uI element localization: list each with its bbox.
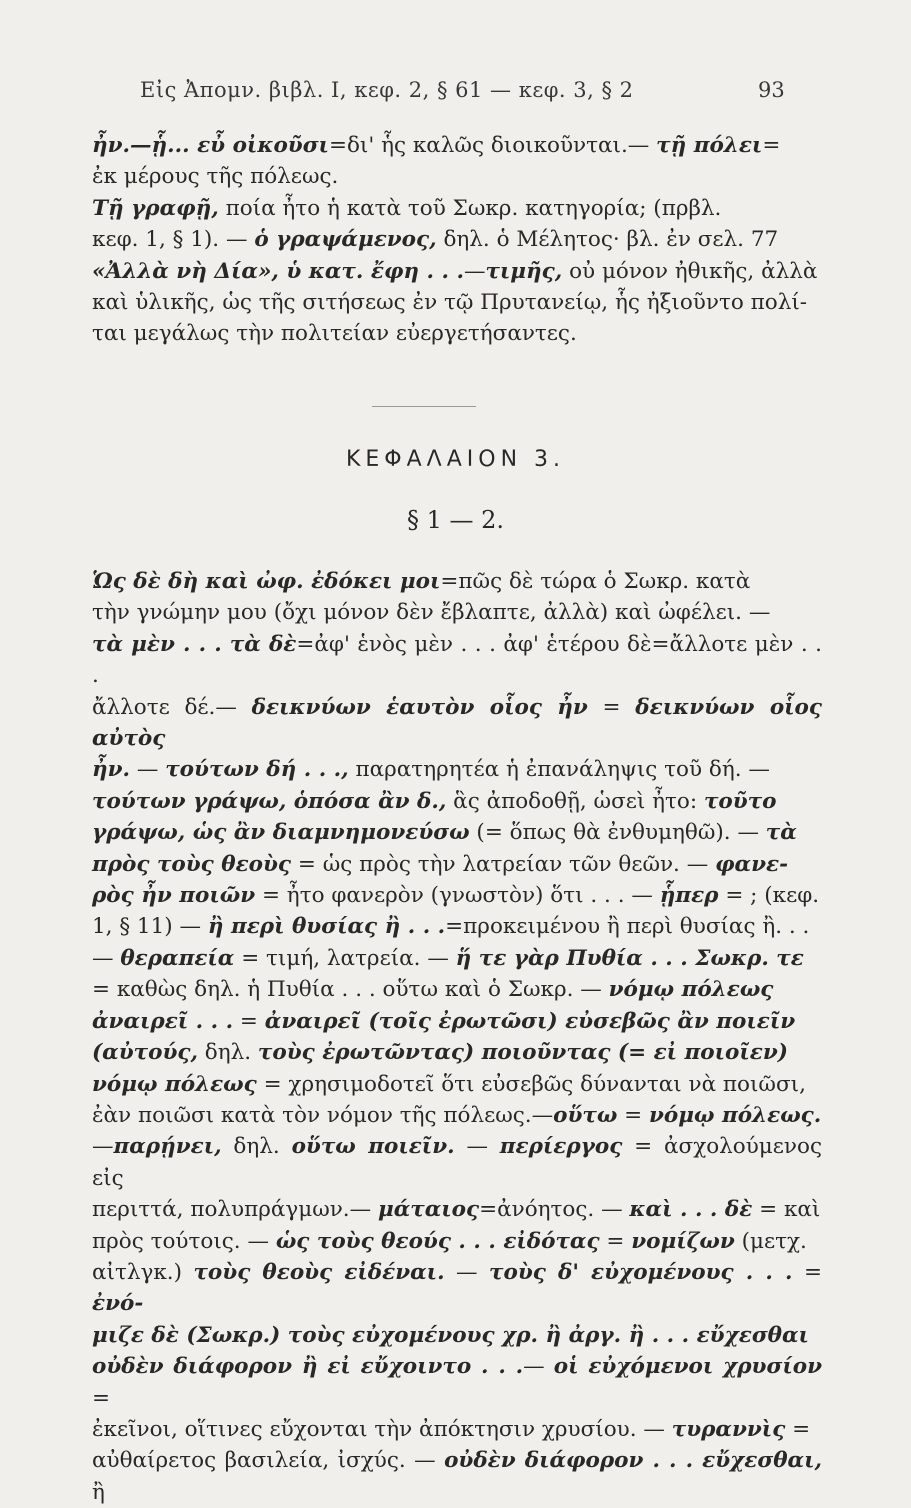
text-line bbox=[92, 1351, 822, 1414]
commentary-main-block bbox=[92, 566, 822, 1508]
text-line bbox=[92, 974, 822, 1005]
gloss-text: =ἀφ' ἑνὸς μὲν . . . ἀφ' ἑτέρου δὲ=ἄλλοτε μὲν . . . bbox=[92, 631, 822, 689]
gloss-text: =ἀνόητος. — bbox=[479, 1197, 630, 1223]
gloss-text: = καθὼς δηλ. ἡ Πυθία . . . οὕτω καὶ ὁ Σωκρ. — bbox=[92, 977, 609, 1003]
lemma-text: νομίζων bbox=[631, 1228, 735, 1254]
gloss-text: — bbox=[463, 258, 486, 284]
commentary-top-block bbox=[92, 130, 822, 350]
text-line bbox=[92, 161, 822, 192]
lemma-text: Ὡς δὲ δὴ καὶ ὠφ. ἐδόκει μοι bbox=[92, 569, 441, 594]
text-line bbox=[92, 256, 822, 287]
section-divider bbox=[372, 406, 476, 407]
gloss-text: ἐὰν ποιῶσι κατὰ τὸν νόμον τῆς πόλεως.— bbox=[92, 1102, 554, 1128]
gloss-text: παρατηρητέα ἡ ἐπανάληψις τοῦ δή. — bbox=[348, 757, 770, 783]
lemma-text: ἢ περὶ θυσίας ἢ . . . bbox=[207, 914, 446, 940]
gloss-text: πρὸς τούτοις. — bbox=[92, 1228, 276, 1254]
gloss-text: = ἦτο φανερὸν (γνωστὸν) ὅτι . . . — bbox=[255, 883, 660, 909]
gloss-text: = bbox=[792, 1259, 822, 1285]
text-line bbox=[92, 692, 822, 755]
text-line bbox=[92, 1100, 822, 1131]
gloss-text: (μετχ. bbox=[734, 1228, 807, 1254]
lemma-text: καὶ . . . δὲ bbox=[629, 1197, 753, 1223]
gloss-text: = ; (κεφ. bbox=[718, 883, 820, 909]
gloss-text: καὶ ὑλικῆς, ὡς τῆς σιτήσεως ἐν τῷ Πρυτανείῳ, ἧς ἠξιοῦντο πολί- bbox=[92, 290, 808, 316]
lemma-text: ρὸς ἦν ποιῶν bbox=[92, 883, 256, 909]
gloss-text: δηλ. ὁ Μέλητος· βλ. ἐν σελ. 77 bbox=[436, 227, 779, 253]
lemma-text: πρὸς τοὺς θεοὺς bbox=[92, 851, 292, 877]
text-line bbox=[92, 1006, 822, 1037]
lemma-text: ἥ τε γὰρ Πυθία . . . Σωκρ. τε bbox=[455, 945, 804, 971]
gloss-text: αὐθαίρετος βασιλεία, ἰσχύς. — bbox=[92, 1448, 445, 1474]
gloss-text: = καὶ bbox=[752, 1197, 821, 1223]
lemma-text: τοὺς δ' εὐχομένους . . . bbox=[489, 1259, 793, 1285]
gloss-text: = χρησιμοδοτεῖ ὅτι εὐσεβῶς δύνανται νὰ ποιῶσι, bbox=[256, 1071, 806, 1097]
text-line bbox=[92, 1414, 822, 1445]
gloss-text: — bbox=[92, 1134, 114, 1160]
gloss-text: ἐκ μέρους τῆς πόλεως. bbox=[92, 164, 339, 190]
gloss-text: = bbox=[587, 694, 636, 720]
gloss-text: ἢ bbox=[92, 1479, 105, 1505]
text-line bbox=[92, 1445, 822, 1508]
gloss-text: 1, § 11) — bbox=[92, 914, 208, 940]
text-line bbox=[92, 1257, 822, 1320]
text-line bbox=[92, 629, 822, 692]
text-line bbox=[92, 597, 822, 628]
gloss-text: ἃς ἀποδοθῇ, ὡσεὶ ἦτο: bbox=[446, 788, 704, 814]
text-line bbox=[92, 911, 822, 942]
lemma-text: τοῦτο bbox=[703, 788, 777, 814]
text-line bbox=[92, 318, 822, 349]
lemma-text: μάταιος bbox=[377, 1197, 480, 1223]
lemma-text: τὰ μὲν . . . τὰ δὲ bbox=[92, 631, 297, 657]
text-line bbox=[92, 1131, 822, 1194]
gloss-text: κεφ. 1, § 1). — bbox=[92, 227, 255, 253]
lemma-text: παρῄνει, bbox=[113, 1134, 222, 1160]
gloss-text: — bbox=[523, 1354, 554, 1380]
lemma-text: τοὺς ἐρωτῶντας) ποιοῦντας (= εἰ ποιοῖεν) bbox=[257, 1040, 788, 1066]
gloss-text: =προκειμένου ἢ περὶ θυσίας ἢ. . . bbox=[445, 914, 810, 940]
text-line bbox=[92, 566, 822, 597]
lemma-text: φανε- bbox=[715, 851, 788, 877]
lemma-text: Τῇ γραφῇ, bbox=[92, 195, 219, 221]
gloss-text: ἐκεῖνοι, οἵτινες εὔχονται τὴν ἀπόκτησιν χρυσίου. — bbox=[92, 1416, 672, 1442]
lemma-text: ἐνό- bbox=[92, 1291, 144, 1317]
text-line bbox=[92, 287, 822, 318]
gloss-text: ποία ἦτο ἡ κατὰ τοῦ Σωκρ. κατηγορία; (πρβλ. bbox=[218, 195, 722, 221]
lemma-text: οἱ εὐχόμενοι χρυσίον bbox=[553, 1354, 822, 1380]
lemma-text: τῇ πόλει bbox=[656, 133, 763, 158]
lemma-text: τιμῆς, bbox=[485, 258, 563, 284]
lemma-text: ἦν.—ᾗ... εὖ οἰκοῦσι bbox=[92, 133, 329, 158]
text-line bbox=[92, 849, 822, 880]
lemma-text: μιζε δὲ (Σωκρ.) τοὺς εὐχομένους χρ. ἢ ἀργ. ἢ . . . εὔχεσθαι bbox=[92, 1322, 809, 1348]
lemma-text: περίεργος bbox=[499, 1134, 623, 1160]
chapter-title: ΚΕΦΑΛΑΙΟΝ 3. bbox=[345, 447, 566, 472]
section-title: § 1 — 2. bbox=[406, 506, 505, 534]
gloss-text: — bbox=[454, 1134, 500, 1160]
text-line bbox=[92, 817, 822, 848]
running-header: Εἰς Ἀπομν. βιβλ. Ι, κεφ. 2, § 61 — κεφ. 3, § 2 bbox=[140, 78, 634, 102]
gloss-text: = bbox=[762, 133, 781, 158]
lemma-text: τὰ bbox=[765, 820, 797, 846]
gloss-text: τὴν γνώμην μου (ὄχι μόνον δὲν ἔβλαπτε, ἀλλὰ) καὶ ὠφέλει. — bbox=[92, 600, 771, 626]
lemma-text: θεραπεία bbox=[120, 945, 235, 971]
text-line bbox=[92, 1037, 822, 1068]
text-line bbox=[92, 786, 822, 817]
lemma-text: οὕτω bbox=[553, 1102, 618, 1128]
gloss-text: (= ὅπως θὰ ἐνθυμηθῶ). — bbox=[469, 820, 766, 846]
lemma-text: τούτων γράψω, ὁπόσα ἂν δ., bbox=[92, 788, 447, 814]
gloss-text: = τιμή, λατρεία. — bbox=[234, 945, 456, 971]
gloss-text: = bbox=[599, 1228, 632, 1254]
lemma-text: γράψω, ὡς ἂν διαμνημονεύσω bbox=[92, 820, 470, 846]
gloss-text: δηλ. bbox=[197, 1040, 258, 1066]
gloss-text: οὐ μόνον ἠθικῆς, ἀλλὰ bbox=[562, 258, 818, 284]
lemma-text: δεικνύων οἷος αὐτὸς bbox=[92, 694, 822, 752]
text-line bbox=[92, 880, 822, 911]
lemma-text: νόμῳ πόλεως bbox=[92, 1071, 257, 1097]
gloss-text: = bbox=[92, 1385, 111, 1411]
text-line bbox=[92, 193, 822, 224]
lemma-text: οὐδὲν διάφορον . . . εὔχεσθαι, bbox=[444, 1448, 822, 1474]
lemma-text: ὡς τοὺς θεούς . . . εἰδότας bbox=[275, 1228, 600, 1254]
lemma-text: δεικνύων ἑαυτὸν οἷος ἦν bbox=[251, 694, 588, 720]
text-line bbox=[92, 1194, 822, 1225]
lemma-text: οὐδὲν διάφορον ἢ εἰ εὔχοιντο . . . bbox=[92, 1354, 524, 1380]
gloss-text: = bbox=[617, 1102, 650, 1128]
text-line bbox=[92, 130, 822, 161]
lemma-text: νόμῳ πόλεως bbox=[608, 977, 774, 1003]
text-line bbox=[92, 224, 822, 255]
lemma-text: τούτων δή . . ., bbox=[165, 757, 349, 783]
gloss-text: — bbox=[130, 757, 166, 783]
gloss-text: = bbox=[785, 1416, 811, 1442]
lemma-text: ἀναιρεῖ (τοῖς ἐρωτῶσι) εὐσεβῶς ἂν ποιεῖν bbox=[264, 1008, 796, 1034]
page-number: 93 bbox=[758, 78, 785, 102]
lemma-text: τυραννὶς bbox=[671, 1416, 786, 1442]
text-line bbox=[92, 1226, 822, 1257]
gloss-text: ἄλλοτε δέ.— bbox=[92, 694, 252, 720]
lemma-text: νόμῳ πόλεως. bbox=[649, 1102, 822, 1128]
text-line bbox=[92, 943, 822, 974]
lemma-text: ἀναιρεῖ . . . bbox=[92, 1008, 234, 1034]
lemma-text: οὕτω ποιεῖν. bbox=[291, 1134, 455, 1160]
gloss-text: = bbox=[233, 1008, 265, 1034]
gloss-text: αἰτλγκ.) bbox=[92, 1259, 194, 1285]
gloss-text: — bbox=[92, 945, 121, 971]
lemma-text: ὁ γραψάμενος, bbox=[254, 227, 437, 253]
lemma-text: (αὐτούς, bbox=[92, 1040, 198, 1066]
gloss-text: =πῶς δὲ τώρα ὁ Σωκρ. κατὰ bbox=[440, 569, 751, 594]
gloss-text: =δι' ἧς καλῶς διοικοῦνται.— bbox=[328, 133, 657, 158]
lemma-text: ἦν. bbox=[92, 757, 131, 783]
text-line bbox=[92, 1320, 822, 1351]
text-line bbox=[92, 1069, 822, 1100]
lemma-text: «Ἀλλὰ νὴ Δία», ὑ κατ. ἔφη . . . bbox=[92, 258, 464, 284]
lemma-text: τοὺς θεοὺς εἰδέναι. bbox=[193, 1259, 445, 1285]
gloss-text: = ἀσχολούμενος εἰς bbox=[92, 1134, 822, 1191]
gloss-text: περιττά, πολυπράγμων.— bbox=[92, 1197, 378, 1223]
gloss-text: = ὡς πρὸς τὴν λατρείαν τῶν θεῶν. — bbox=[291, 851, 716, 877]
lemma-text: ᾗπερ bbox=[659, 883, 719, 909]
text-line bbox=[92, 754, 822, 785]
gloss-text: δηλ. bbox=[221, 1134, 292, 1160]
gloss-text: — bbox=[444, 1259, 490, 1285]
gloss-text: ται μεγάλως τὴν πολιτείαν εὐεργετήσαντες. bbox=[92, 321, 577, 347]
